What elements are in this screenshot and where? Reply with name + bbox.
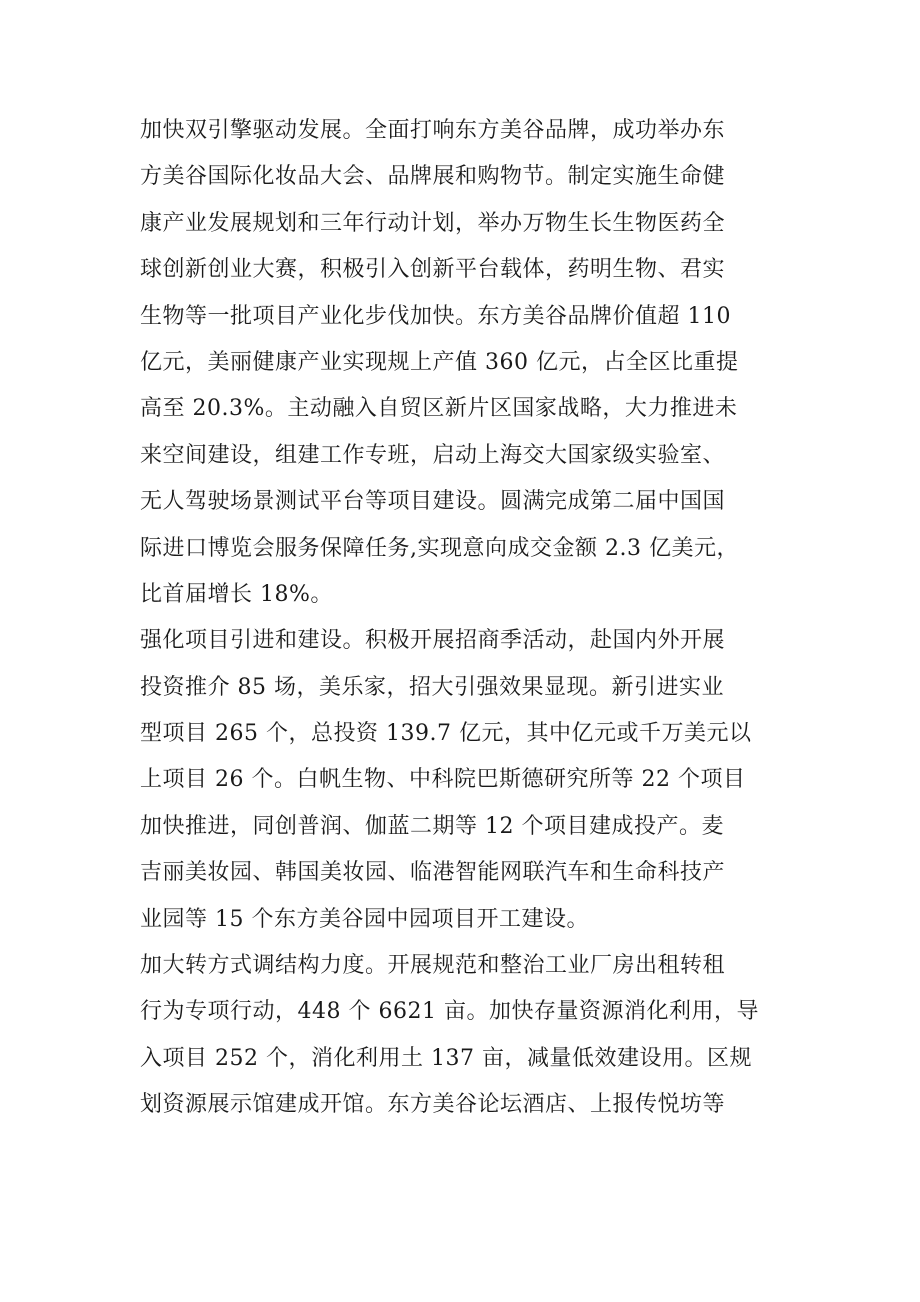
text-line: 划资源展示馆建成开馆。东方美谷论坛酒店、上报传悦坊等 [140, 1092, 726, 1118]
text-line: 入项目 252 个，消化利用土 137 亩，减量低效建设用。区规 [140, 1045, 752, 1071]
text-line: 高至 20.3%。主动融入自贸区新片区国家战略，大力推进未 [140, 396, 738, 422]
text-line: 加快推进，同创普润、伽蓝二期等 12 个项目建成投产。麦 [140, 813, 724, 839]
text-line: 加大转方式调结构力度。开展规范和整治工业厂房出租转租 [140, 953, 726, 979]
text-line: 业园等 15 个东方美谷园中园项目开工建设。 [140, 906, 589, 932]
text-line: 无人驾驶场景测试平台等项目建设。圆满完成第二届中国国 [140, 489, 726, 515]
text-line: 强化项目引进和建设。积极开展招商季活动，赴国内外开展 [140, 628, 726, 654]
text-line: 比首届增长 18%。 [140, 581, 333, 607]
document-body [140, 108, 780, 1129]
text-line: 吉丽美妆园、韩国美妆园、临港智能网联汽车和生命科技产 [140, 860, 726, 886]
text-line: 亿元，美丽健康产业实现规上产值 360 亿元，占全区比重提 [140, 349, 739, 375]
paragraph-project-introduction [140, 618, 780, 943]
text-line: 上项目 26 个。白帆生物、中科院巴斯德研究所等 22 个项目 [140, 767, 746, 793]
text-line: 来空间建设，组建工作专班，启动上海交大国家级实验室、 [140, 442, 726, 468]
text-line: 行为专项行动，448 个 6621 亩。加快存量资源消化利用，导 [140, 999, 759, 1025]
text-line: 加快双引擎驱动发展。全面打响东方美谷品牌，成功举办东 [140, 118, 726, 143]
text-line: 生物等一批项目产业化步伐加快。东方美谷品牌价值超 110 [140, 303, 731, 329]
text-line: 康产业发展规划和三年行动计划，举办万物生长生物医药全 [140, 210, 726, 236]
text-line: 型项目 265 个，总投资 139.7 亿元，其中亿元或千万美元以 [140, 721, 752, 747]
text-line: 方美谷国际化妆品大会、品牌展和购物节。制定实施生命健 [140, 164, 726, 190]
text-line: 球创新创业大赛，积极引入创新平台载体，药明生物、君实 [140, 257, 726, 283]
paragraph-structural-adjustment [140, 943, 780, 1129]
text-line: 投资推介 85 场，美乐家，招大引强效果显现。新引进实业 [140, 674, 724, 700]
paragraph-double-engine [140, 108, 780, 618]
text-line: 际进口博览会服务保障任务,实现意向成交金额 2.3 亿美元， [140, 535, 739, 561]
